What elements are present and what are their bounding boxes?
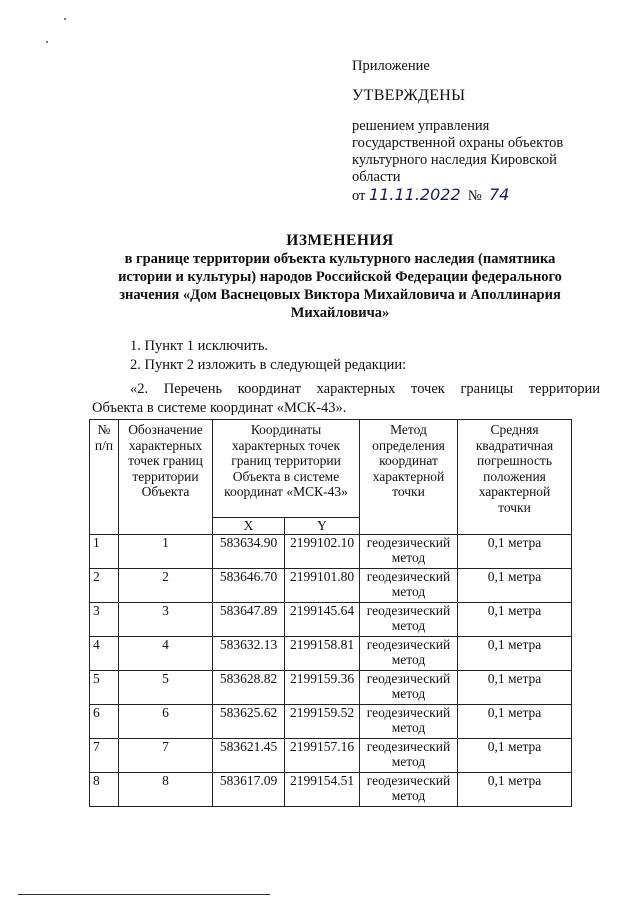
header-method — [360, 420, 458, 535]
header-text: Объекта — [141, 484, 190, 499]
date-handwritten: 11.11.2022 — [369, 185, 461, 204]
appendix-label: Приложение — [352, 58, 430, 74]
cell-error: 0,1 метра — [458, 772, 572, 806]
cell-y: 2199159.52 — [285, 704, 360, 738]
method-text: геодезический — [366, 534, 451, 550]
date-prefix: от — [352, 188, 366, 204]
approved-label: УТВЕРЖДЕНЫ — [352, 87, 466, 104]
cell-y: 2199157.16 — [285, 738, 360, 772]
cell-point: 6 — [119, 704, 213, 738]
cell-method — [360, 568, 458, 602]
table-row — [90, 568, 572, 602]
cell-x: 583617.09 — [213, 772, 285, 806]
cell-x: 583625.62 — [213, 704, 285, 738]
method-text: геодезический — [366, 568, 451, 584]
header-text: определения — [372, 437, 445, 453]
header-text: Метод — [390, 422, 427, 437]
header-text: погрешность — [476, 453, 552, 468]
header-text: характерных — [128, 437, 203, 453]
method-text: метод — [391, 685, 426, 701]
paragraph-1: 1. Пункт 1 исключить. — [130, 338, 269, 354]
header-text: положения — [483, 468, 546, 484]
cell-num: 3 — [90, 602, 119, 636]
header-text: координат «МСК-43» — [224, 484, 348, 499]
approval-line: культурного наследия Кировской — [352, 152, 557, 168]
cell-method — [360, 704, 458, 738]
scan-speck — [46, 41, 48, 43]
cell-num: 7 — [90, 738, 119, 772]
cell-method — [360, 534, 458, 568]
subtitle-line: значения «Дом Васнецовых Виктора Михайловича и Аполлинария — [119, 287, 561, 303]
cell-point: 2 — [119, 568, 213, 602]
cell-point: 8 — [119, 772, 213, 806]
table-header-row — [90, 420, 572, 518]
number-handwritten: 74 — [488, 185, 510, 204]
approval-date-line — [352, 186, 622, 205]
footer-rule — [18, 894, 270, 895]
cell-y: 2199101.80 — [285, 568, 360, 602]
method-text: метод — [391, 583, 426, 599]
header-error — [458, 420, 572, 535]
cell-num: 4 — [90, 636, 119, 670]
scan-speck — [64, 18, 66, 20]
cell-num: 5 — [90, 670, 119, 704]
cell-method — [360, 738, 458, 772]
method-text: геодезический — [366, 738, 451, 754]
table-row — [90, 670, 572, 704]
subtitle-line: Михайловича» — [290, 305, 390, 321]
cell-y: 2199145.64 — [285, 602, 360, 636]
cell-x: 583621.45 — [213, 738, 285, 772]
cell-y: 2199102.10 — [285, 534, 360, 568]
method-text: метод — [391, 651, 426, 667]
cell-method — [360, 670, 458, 704]
header-text: территории — [132, 468, 199, 484]
cell-method — [360, 772, 458, 806]
cell-point: 5 — [119, 670, 213, 704]
subtitle-line: в границе территории объекта культурного наследия (памятника — [124, 251, 556, 267]
header-text: точек границ — [128, 453, 203, 468]
header-text: характерных точек — [231, 437, 341, 453]
method-text: метод — [391, 787, 426, 803]
method-text: метод — [391, 719, 426, 735]
method-text: геодезический — [366, 602, 451, 618]
cell-x: 583632.13 — [213, 636, 285, 670]
header-text: квадратичная — [475, 437, 554, 453]
cell-error: 0,1 метра — [458, 568, 572, 602]
method-text: метод — [391, 549, 426, 565]
cell-y: 2199159.36 — [285, 670, 360, 704]
table-row — [90, 534, 572, 568]
cell-y: 2199154.51 — [285, 772, 360, 806]
cell-error: 0,1 метра — [458, 602, 572, 636]
cell-method — [360, 636, 458, 670]
approval-line: решением управления — [352, 118, 490, 134]
number-sign: № — [467, 188, 482, 204]
method-text: метод — [391, 753, 426, 769]
cell-point: 3 — [119, 602, 213, 636]
header-num — [90, 420, 119, 535]
header-x: X — [213, 518, 285, 535]
header-y: Y — [285, 518, 360, 535]
header-text: координат — [379, 453, 438, 468]
cell-x: 583634.90 — [213, 534, 285, 568]
paragraph-2: 2. Пункт 2 изложить в следующей редакции: — [130, 357, 407, 373]
header-text: Координаты — [250, 422, 322, 437]
cell-num: 2 — [90, 568, 119, 602]
document-heading: ИЗМЕНЕНИЯ — [286, 232, 394, 249]
cell-error: 0,1 метра — [458, 534, 572, 568]
cell-y: 2199158.81 — [285, 636, 360, 670]
header-text: Средняя — [490, 422, 539, 437]
method-text: геодезический — [366, 772, 451, 788]
cell-num: 6 — [90, 704, 119, 738]
cell-num: 1 — [90, 534, 119, 568]
method-text: геодезический — [366, 704, 451, 720]
header-text: точки — [498, 499, 531, 515]
cell-num: 8 — [90, 772, 119, 806]
cell-x: 583647.89 — [213, 602, 285, 636]
paragraph-3-line2: Объекта в системе координат «МСК-43». — [92, 400, 347, 416]
cell-error: 0,1 метра — [458, 670, 572, 704]
header-text: Обозначение — [128, 422, 203, 437]
cell-point: 7 — [119, 738, 213, 772]
method-text: геодезический — [366, 670, 451, 686]
subtitle-line: истории и культуры) народов Российской Федерации федерального — [118, 269, 562, 285]
header-text: № — [97, 422, 111, 437]
header-text: границ территории — [231, 453, 341, 468]
cell-method — [360, 602, 458, 636]
header-coordinates — [213, 420, 360, 518]
method-text: метод — [391, 617, 426, 633]
approval-block — [352, 58, 622, 205]
cell-x: 583646.70 — [213, 568, 285, 602]
table-row — [90, 636, 572, 670]
table-row — [90, 772, 572, 806]
method-text: геодезический — [366, 636, 451, 652]
cell-point: 4 — [119, 636, 213, 670]
table-row — [90, 738, 572, 772]
header-text: характерной — [372, 468, 445, 484]
coordinates-table — [89, 419, 572, 807]
cell-error: 0,1 метра — [458, 636, 572, 670]
approval-line: государственной охраны объектов — [352, 135, 564, 151]
header-text: Объекта в системе — [232, 468, 340, 484]
table-row — [90, 704, 572, 738]
cell-x: 583628.82 — [213, 670, 285, 704]
document-subtitle — [60, 250, 620, 322]
approval-line: области — [352, 169, 401, 185]
header-designation — [119, 420, 213, 535]
cell-error: 0,1 метра — [458, 738, 572, 772]
table-row — [90, 602, 572, 636]
header-text: точки — [392, 484, 425, 499]
header-text: п/п — [94, 437, 114, 453]
paragraph-3-line1: «2. Перечень координат характерных точек границы территории — [130, 381, 600, 397]
cell-error: 0,1 метра — [458, 704, 572, 738]
cell-point: 1 — [119, 534, 213, 568]
header-text: характерной — [478, 484, 551, 499]
